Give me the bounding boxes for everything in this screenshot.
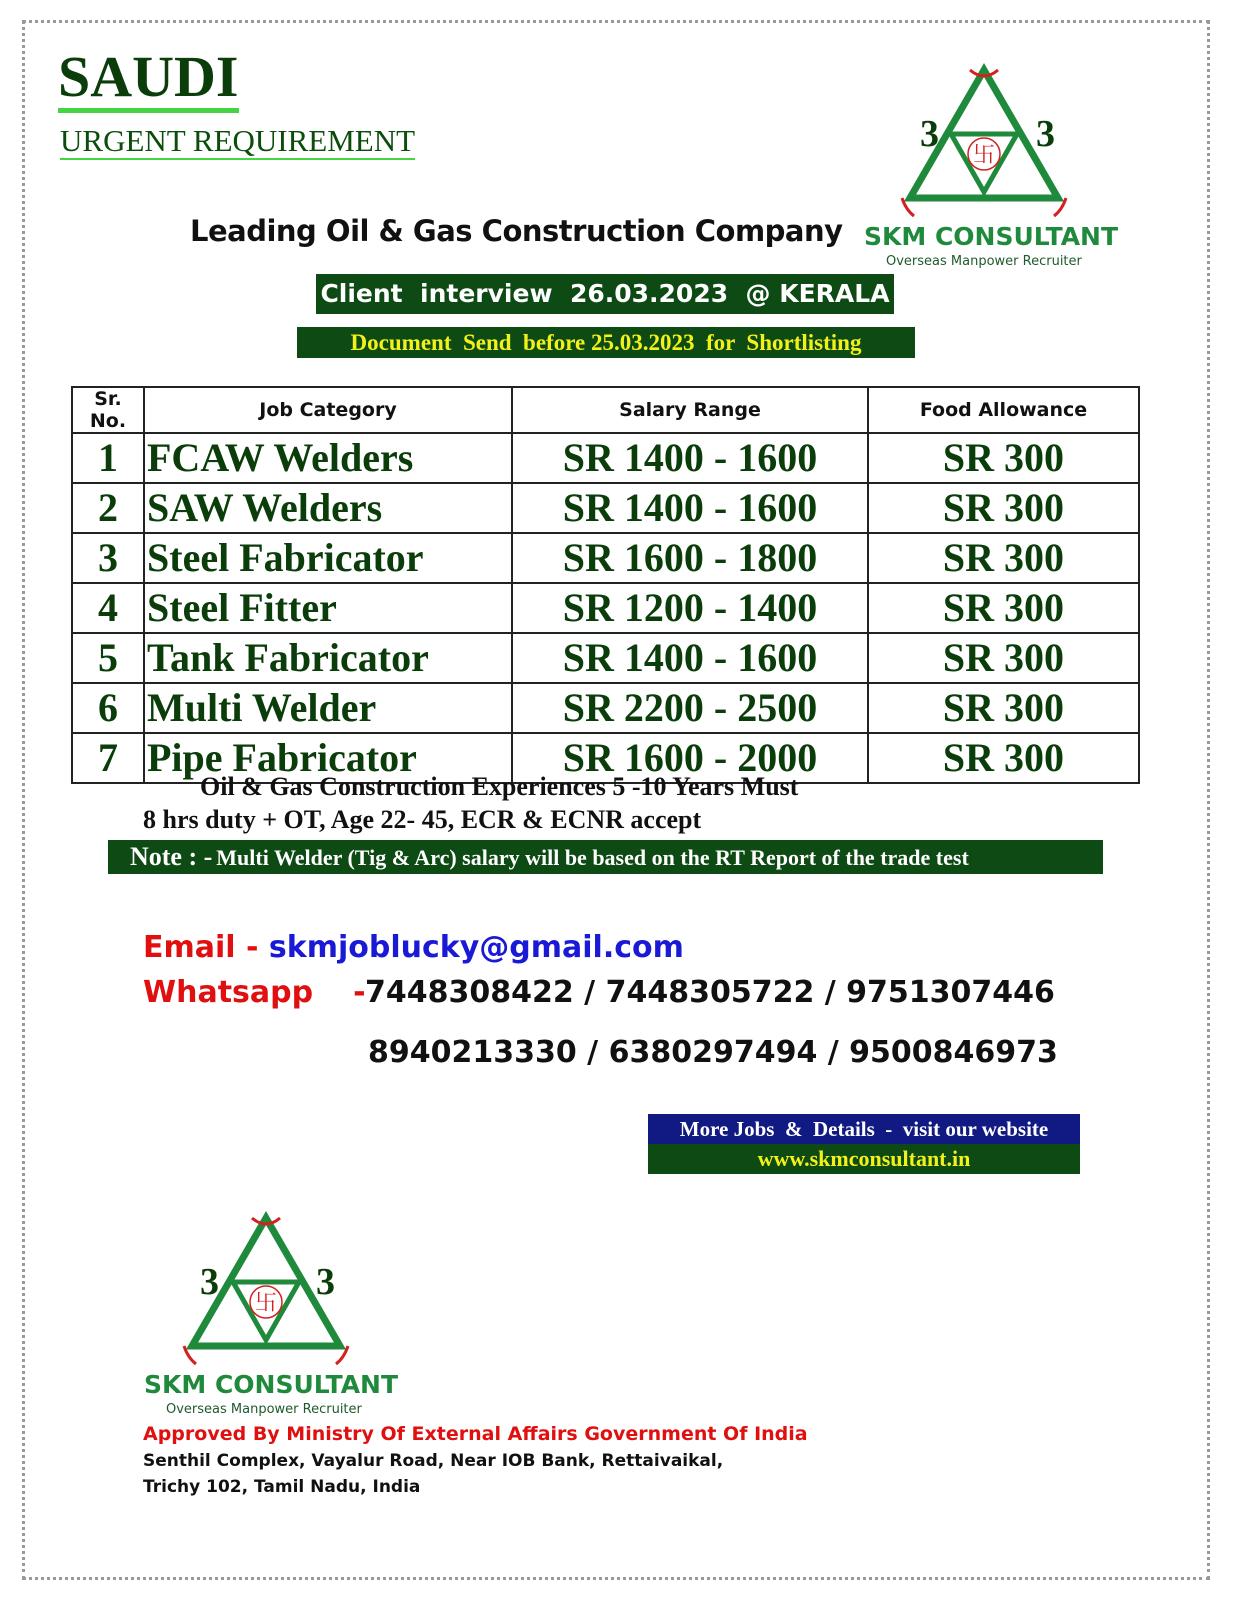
interview-banner: Client interview 26.03.2023 @ KERALA	[316, 274, 894, 314]
cell-salary: SR 1400 - 1600	[512, 433, 868, 483]
document-deadline-banner: Document Send before 25.03.2023 for Shortlisting	[297, 327, 915, 358]
urgent-requirement: URGENT REQUIREMENT	[60, 123, 416, 158]
note-banner	[108, 840, 1103, 874]
cell-sr: 2	[72, 483, 144, 533]
logo-title: SKM CONSULTANT	[864, 222, 1119, 251]
header-food: Food Allowance	[868, 387, 1139, 433]
cell-category: FCAW Welders	[144, 433, 512, 483]
cell-sr: 7	[72, 733, 144, 783]
logo-left-digit: 3	[920, 113, 939, 155]
cell-food: SR 300	[868, 633, 1139, 683]
logo-right-digit: 3	[1036, 113, 1055, 155]
cell-salary: SR 1400 - 1600	[512, 483, 868, 533]
cell-salary: SR 1600 - 1800	[512, 533, 868, 583]
cell-salary: SR 1200 - 1400	[512, 583, 868, 633]
whatsapp-label-line	[143, 975, 366, 1010]
cell-food: SR 300	[868, 683, 1139, 733]
logo-subtitle: Overseas Manpower Recruiter	[166, 1402, 362, 1417]
skm-logo-top	[860, 58, 1130, 278]
table-row	[72, 683, 1139, 733]
whatsapp-numbers-1: 7448308422 / 7448305722 / 9751307446	[365, 975, 1055, 1010]
logo-right-digit: 3	[316, 1261, 335, 1303]
table-row	[72, 533, 1139, 583]
logo-center-symbol: 卐	[254, 1291, 278, 1316]
table-row	[72, 433, 1139, 483]
company-line: Leading Oil & Gas Construction Company	[190, 214, 843, 248]
cell-sr: 6	[72, 683, 144, 733]
address-line-1: Senthil Complex, Vayalur Road, Near IOB Bank, Rettaivaikal,	[143, 1451, 724, 1471]
header-sr: Sr. No.	[72, 387, 144, 433]
cell-salary: SR 1600 - 2000	[512, 733, 868, 783]
logo-center-symbol: 卐	[972, 143, 996, 168]
logo-left-digit: 3	[200, 1261, 219, 1303]
skm-logo-bottom	[140, 1206, 410, 1426]
cell-sr: 1	[72, 433, 144, 483]
header-salary: Salary Range	[512, 387, 868, 433]
note-label: Note : -	[130, 842, 213, 871]
logo-title: SKM CONSULTANT	[144, 1370, 399, 1399]
logo-subtitle: Overseas Manpower Recruiter	[886, 254, 1082, 269]
cell-food: SR 300	[868, 583, 1139, 633]
jobs-table	[71, 386, 1140, 784]
cell-category: Tank Fabricator	[144, 633, 512, 683]
cell-salary: SR 2200 - 2500	[512, 683, 868, 733]
email-line	[143, 930, 684, 965]
cell-food: SR 300	[868, 483, 1139, 533]
cell-category: SAW Welders	[144, 483, 512, 533]
cell-salary: SR 1400 - 1600	[512, 633, 868, 683]
country-heading: SAUDI	[58, 48, 239, 113]
approval-line: Approved By Ministry Of External Affairs Government Of India	[143, 1423, 808, 1445]
note-text: Multi Welder (Tig & Arc) salary will be based on the RT Report of the trade test	[216, 845, 969, 870]
email-label: Email -	[143, 930, 259, 965]
cell-category: Pipe Fabricator	[144, 733, 512, 783]
table-row	[72, 483, 1139, 533]
website-link[interactable]: www.skmconsultant.in	[648, 1144, 1080, 1174]
header-category: Job Category	[144, 387, 512, 433]
cell-food: SR 300	[868, 433, 1139, 483]
table-row	[72, 633, 1139, 683]
address-line-2: Trichy 102, Tamil Nadu, India	[143, 1477, 421, 1497]
experience-requirement: Oil & Gas Construction Experiences 5 -10 Years Must	[200, 772, 799, 801]
cell-food: SR 300	[868, 533, 1139, 583]
more-jobs-banner: More Jobs & Details - visit our website	[648, 1114, 1080, 1144]
cell-category: Multi Welder	[144, 683, 512, 733]
cell-sr: 4	[72, 583, 144, 633]
cell-food: SR 300	[868, 733, 1139, 783]
duty-requirement: 8 hrs duty + OT, Age 22- 45, ECR & ECNR accept	[143, 805, 702, 834]
table-header-row	[72, 387, 1139, 433]
table-row	[72, 583, 1139, 633]
logo-triangle-icon	[140, 1206, 410, 1366]
cell-sr: 5	[72, 633, 144, 683]
cell-category: Steel Fitter	[144, 583, 512, 633]
email-link[interactable]: skmjoblucky@gmail.com	[268, 930, 684, 965]
whatsapp-label: Whatsapp	[143, 975, 314, 1010]
cell-sr: 3	[72, 533, 144, 583]
whatsapp-numbers-2: 8940213330 / 6380297494 / 9500846973	[368, 1035, 1058, 1070]
whatsapp-dash: -	[353, 975, 366, 1010]
logo-triangle-icon	[860, 58, 1130, 218]
cell-category: Steel Fabricator	[144, 533, 512, 583]
